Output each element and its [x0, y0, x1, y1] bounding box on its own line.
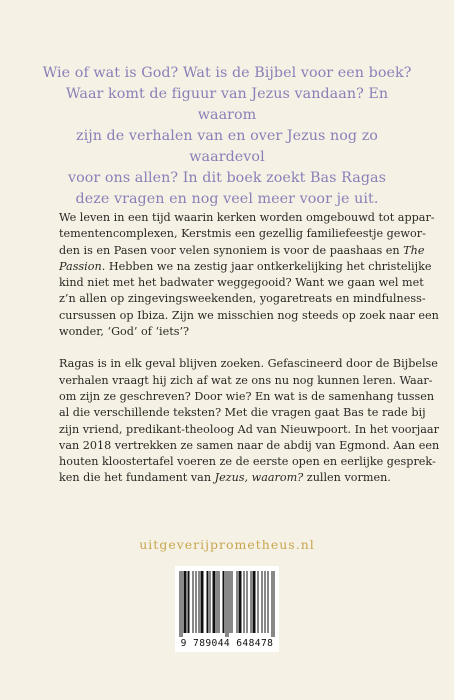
blurb-line: Waar komt de figuur van Jezus vandaan? En waarom: [65, 86, 389, 123]
blurb: [40, 63, 414, 210]
text-fragment: ken die het fundament van: [59, 471, 215, 485]
text-line: houten kloostertafel voeren ze de eerste open en eerlijke gesprek-: [59, 455, 436, 469]
text-line: verhalen vraagt hij zich af wat ze ons nu nog kunnen leren. Waar-: [59, 373, 433, 387]
blurb-line: zijn de verhalen van en over Jezus nog zo waardevol: [76, 128, 378, 165]
isbn-number: 9 789044 648478: [180, 638, 274, 649]
barcode-bar: [180, 571, 181, 637]
text-line: wonder, ‘God’ of ‘iets’?: [59, 325, 190, 339]
barcode-bar: [262, 571, 263, 633]
barcode-bar: [244, 571, 245, 633]
barcode-bar: [239, 571, 240, 633]
barcode-bar: [232, 571, 233, 633]
text-line: tementencomplexen, Kerstmis een gezellig familiefeestje gewor-: [59, 227, 426, 241]
text-line: cursussen op Ibiza. Zijn we misschien nog steeds op zoek naar een: [59, 308, 439, 322]
barcode-bar: [240, 571, 241, 633]
italic-title: Jezus, waarom?: [214, 471, 304, 485]
paragraph-2: [59, 356, 440, 486]
text-line: zijn vriend, predikant-theoloog Ad van Nieuwpoort. In het voorjaar: [59, 422, 439, 436]
text-line: Ragas is in elk geval blijven zoeken. Gefascineerd door de Bijbelse: [59, 357, 438, 371]
blurb-line: deze vragen en nog veel meer voor je uit.: [75, 191, 379, 207]
blurb-line: voor ons allen? In dit boek zoekt Bas Ragas: [67, 170, 386, 186]
text-line: van 2018 vertrekken ze samen naar de abdij van Egmond. Aan een: [59, 438, 440, 452]
barcode-bar: [224, 571, 225, 633]
barcode-bar: [226, 571, 227, 637]
barcode-bar: [185, 571, 186, 633]
barcode-bar: [199, 571, 200, 633]
barcode-bar: [237, 571, 238, 633]
description: [59, 210, 440, 503]
barcode-bar: [214, 571, 215, 633]
barcode-bars: [175, 566, 279, 638]
barcode-bar: [215, 571, 216, 633]
barcode-bar: [268, 571, 269, 633]
barcode-bar: [188, 571, 189, 633]
barcode-bar: [258, 571, 259, 633]
barcode-bar: [247, 571, 248, 633]
barcode-bar: [255, 571, 256, 633]
barcode-bar: [203, 571, 204, 633]
barcode-bar: [182, 571, 183, 637]
barcode-bar: [217, 571, 218, 633]
text-line: [59, 243, 425, 259]
barcode-bar: [219, 571, 220, 633]
barcode-bar: [272, 571, 273, 637]
barcode-bar: [196, 571, 197, 633]
publisher-url: uitgeverijprometheus.nl: [139, 537, 315, 552]
barcode-bar: [201, 571, 202, 633]
paragraph-1: [59, 210, 439, 340]
barcode-bar: [223, 571, 224, 633]
barcode-bar: [184, 571, 185, 633]
text-line: om zijn ze geschreven? Door wie? En wat is de samenhang tussen: [59, 389, 435, 403]
barcode-bar: [253, 571, 254, 633]
barcode-bar: [213, 571, 214, 633]
barcode-bar: [265, 571, 266, 633]
barcode-bar: [189, 571, 190, 633]
barcode-bar: [254, 571, 255, 633]
text-line: We leven in een tijd waarin kerken worden omgebouwd tot appar-: [59, 211, 435, 224]
text-fragment: zullen vormen.: [303, 471, 391, 485]
text-fragment: . Hebben we na zestig jaar ontkerkelijking het christelijke: [101, 259, 432, 273]
text-line: z’n allen op zingevingsweekenden, yogaretreats en mindfulness-: [59, 292, 426, 306]
italic-title: Passion: [59, 259, 102, 273]
text-line: [59, 259, 432, 275]
barcode-bar: [230, 571, 231, 633]
blurb-line: Wie of wat is God? Wat is de Bijbel voor een boek?: [42, 65, 412, 81]
barcode-bar: [193, 571, 194, 633]
text-line: al die verschillende teksten? Met die vragen gaat Bas te rade bij: [59, 406, 426, 420]
isbn-barcode: [175, 566, 279, 652]
barcode-bar: [210, 571, 211, 633]
barcode-bar: [208, 571, 209, 633]
text-fragment: den is en Pasen voor velen synoniem is voor de paashaas en: [59, 243, 404, 257]
barcode-bar: [207, 571, 208, 633]
barcode-bar: [251, 571, 252, 633]
barcode-bar: [202, 571, 203, 633]
barcode-bar: [228, 571, 229, 637]
barcode-bar: [186, 571, 187, 633]
barcode-bar: [241, 571, 242, 633]
barcode-bar: [274, 571, 275, 637]
italic-title: The: [403, 243, 425, 257]
text-line: kind niet met het badwater weggegooid? Want we gaan wel met: [59, 276, 424, 290]
text-line: [59, 470, 395, 486]
